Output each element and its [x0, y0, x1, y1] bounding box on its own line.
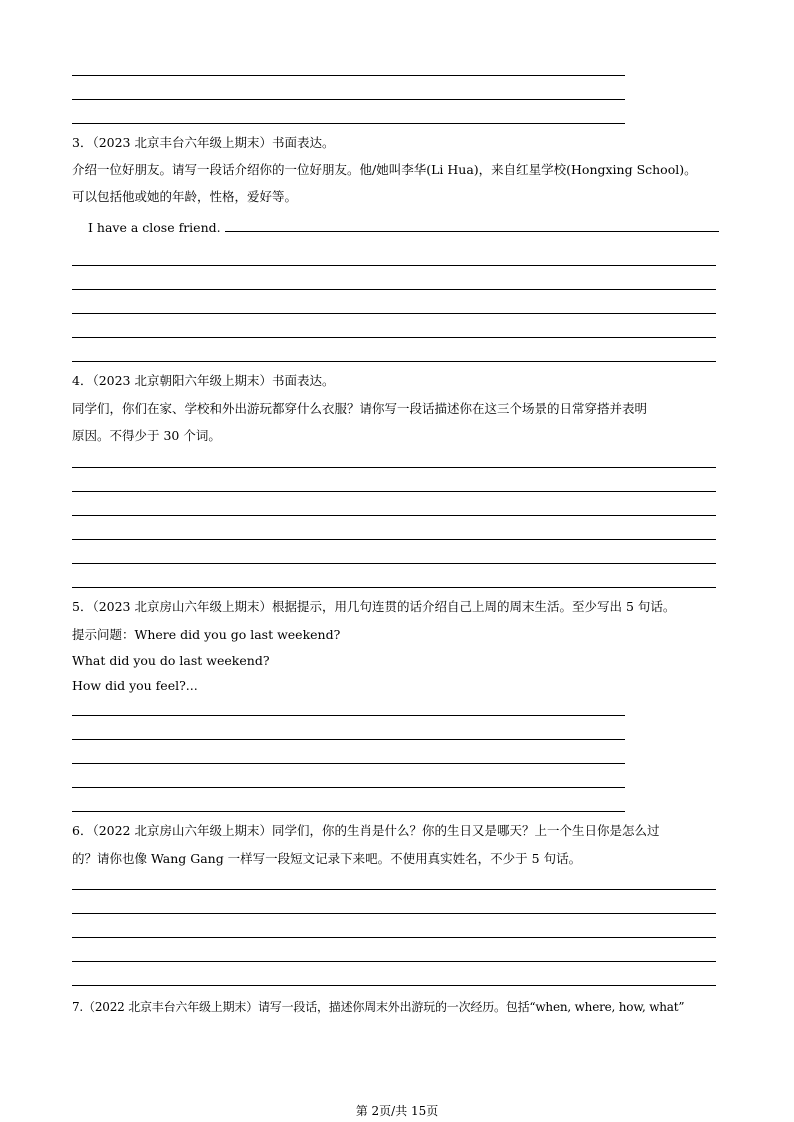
question-7-text-line1: 7.（2022 北京丰台六年级上期末）请写一段话，描述你周末外出游玩的一次经历。包括“when, where, how, what” [72, 1000, 685, 1014]
answer-line[interactable] [72, 467, 716, 468]
answer-line[interactable] [72, 587, 716, 588]
answer-line[interactable] [72, 99, 625, 100]
question-3-text-line1: 介绍一位好朋友。请写一段话介绍你的一位好朋友。他/她叫李华(Li Hua)，来自红星学校(Hongxing School)。 [72, 162, 697, 177]
question-6-text-line1: 6．（2022 北京房山六年级上期末）同学们，你的生肖是什么？你的生日又是哪天？上一个生日你是怎么过 [72, 823, 660, 838]
answer-line[interactable] [72, 715, 625, 716]
answer-line[interactable] [72, 739, 625, 740]
question-3-text-line2: 可以包括他或她的年龄，性格，爱好等。 [72, 189, 298, 204]
page-number: 第 2页/共 15页 [355, 1104, 439, 1118]
answer-line[interactable] [72, 75, 625, 76]
answer-line[interactable] [72, 787, 625, 788]
answer-line[interactable] [72, 123, 625, 124]
answer-line[interactable] [72, 889, 716, 890]
answer-line[interactable] [72, 313, 716, 314]
answer-line[interactable] [72, 913, 716, 914]
answer-line[interactable] [72, 515, 716, 516]
question-4-text-line2: 原因。不得少于 30 个词。 [72, 428, 221, 443]
question-5-prompt-2: What did you do last weekend? [72, 653, 270, 668]
answer-line[interactable] [72, 985, 716, 986]
answer-line[interactable] [72, 763, 625, 764]
question-3-starter [88, 219, 719, 236]
question-4-text-line1: 同学们，你们在家、学校和外出游玩都穿什么衣服？请你写一段话描述你在这三个场景的日常穿搭并表明 [72, 401, 648, 416]
question-6-text-line2: 的？请你也像 Wang Gang 一样写一段短文记录下来吧。不使用真实姓名，不少于 5 句话。 [72, 851, 582, 866]
question-3-title: 3．（2023 北京丰台六年级上期末）书面表达。 [72, 135, 335, 150]
question-4-title: 4．（2023 北京朝阳六年级上期末）书面表达。 [72, 373, 335, 388]
answer-line[interactable] [72, 289, 716, 290]
question-5-prompt-1: 提示问题：Where did you go last weekend? [72, 627, 341, 642]
question-5-title: 5．（2023 北京房山六年级上期末）根据提示，用几句连贯的话介绍自己上周的周末生活。至少写出 5 句话。 [72, 599, 676, 614]
answer-line[interactable] [72, 491, 716, 492]
starter-answer-line[interactable] [225, 219, 719, 232]
answer-line[interactable] [72, 337, 716, 338]
answer-line[interactable] [72, 811, 625, 812]
answer-line[interactable] [72, 563, 716, 564]
answer-line[interactable] [72, 265, 716, 266]
answer-line[interactable] [72, 961, 716, 962]
question-5-prompt-3: How did you feel?... [72, 678, 198, 693]
answer-line[interactable] [72, 539, 716, 540]
starter-sentence: I have a close friend. [88, 220, 221, 235]
answer-line[interactable] [72, 361, 716, 362]
answer-line[interactable] [72, 937, 716, 938]
